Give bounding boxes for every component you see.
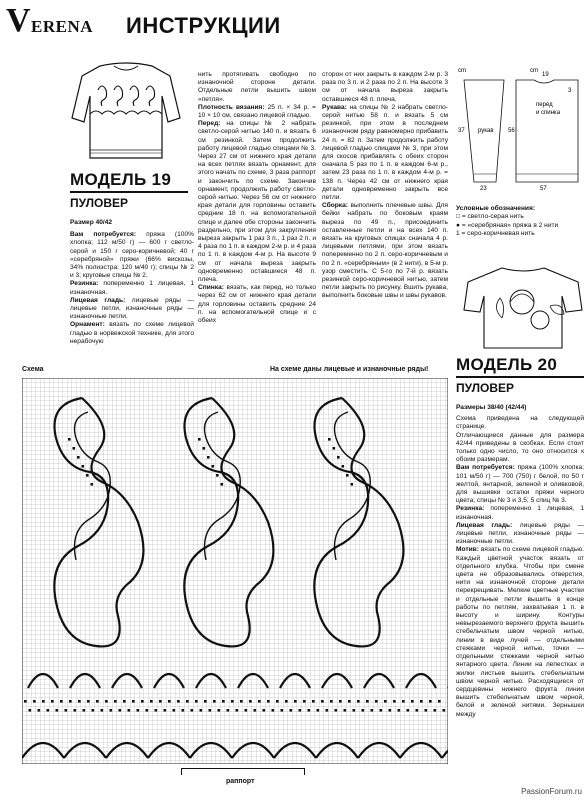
assembly-text: выполнить плечевые швы. Для бейки набрать по боковым краям выреза по 49 п., присоединить оставленные петли и на всех 140 п. вязать на круговых спицах сначала 4 р. лицевыми петлями, при этом вязать попеременно по 2 п. серо-коричневым и по 2 п. «серебряным» (в 2 нити), в 5-м р. узор сместить. С 5-го по 7-й р. вязать резинкой серо-коричневой нитью, затем петли закрыть по рисунку. Вшить рукава, выполнить боковые швы и швы рукавов.: [322, 202, 448, 300]
silver-dot: [398, 709, 401, 712]
rapport-bracket: [181, 768, 305, 775]
model-19-subtitle: ПУЛОВЕР: [70, 196, 129, 210]
silver-dot: [362, 709, 365, 712]
silver-dot: [207, 456, 210, 459]
divider: [70, 191, 188, 193]
stockinette-label: Лицевая гладь:: [70, 296, 126, 304]
schematic-body-label-2: и спинка: [536, 110, 561, 116]
model-19-col2: [198, 71, 316, 325]
chart-note: На схеме даны лицевые и изнаночные ряды!: [270, 366, 429, 373]
silver-dot: [164, 709, 167, 712]
rapport-label: раппорт: [226, 778, 255, 785]
silver-dot: [73, 447, 76, 450]
silver-dot: [159, 700, 162, 703]
silver-dot: [38, 709, 41, 712]
schematic-unit-left: cm: [458, 68, 466, 74]
silver-dot: [407, 709, 410, 712]
silver-dot: [438, 700, 441, 703]
silver-dot: [402, 700, 405, 703]
legend-item-silver: ● = «серебряная» пряжа в 2 нити: [456, 221, 559, 229]
silver-dot: [146, 709, 149, 712]
silver-dot: [420, 700, 423, 703]
silver-dot: [173, 709, 176, 712]
brand-logo-initial: V: [6, 2, 31, 39]
model-19-title: МОДЕЛЬ 19: [70, 170, 172, 189]
page-title: ИНСТРУКЦИИ: [126, 13, 281, 38]
schematic-sleeve-bottom: 23: [480, 186, 487, 192]
silver-dot: [123, 700, 126, 703]
model-20-col: [456, 404, 584, 794]
silver-dot: [87, 700, 90, 703]
silver-dot: [78, 700, 81, 703]
silver-dot: [216, 474, 219, 477]
silver-dot: [114, 700, 117, 703]
diff-text: Отличающиеся данные для размера 42/44 приведены в скобках. Если стоит только одно число, то оно относится к обоим размерам.: [456, 431, 584, 464]
silver-dot: [69, 700, 72, 703]
stockinette-label: Лицевая гладь:: [456, 521, 513, 529]
front-label: Перед:: [198, 120, 221, 128]
silver-dot: [231, 700, 234, 703]
silver-dot: [221, 483, 224, 486]
silver-dot: [434, 709, 437, 712]
silver-dot: [326, 709, 329, 712]
silver-dot: [47, 709, 50, 712]
silver-dot: [312, 700, 315, 703]
col2-intro: нить протягивать свободно по изнаночной стороне детали. Отдельные петли вышить швом «петля».: [198, 71, 316, 103]
silver-dot: [330, 700, 333, 703]
silver-dot: [218, 709, 221, 712]
ornament-label: Орнамент:: [70, 321, 105, 329]
silver-dot: [375, 700, 378, 703]
knitting-chart: [22, 378, 448, 764]
silver-dot: [371, 709, 374, 712]
sweater-20-illustration: [462, 262, 584, 352]
silver-dot: [119, 709, 122, 712]
sleeves-label: Рукава:: [322, 103, 347, 111]
divider: [456, 376, 584, 378]
silver-dot: [411, 700, 414, 703]
schematic-body-label-1: перед: [536, 102, 553, 108]
silver-dot: [351, 483, 354, 486]
chart-label: Схема: [22, 366, 44, 373]
silver-dot: [213, 700, 216, 703]
back-text: вязать, как перед, но только через 62 см от нижнего края детали для горловины оставить средние 24 п. на вспомогательной спице и с обеих: [198, 284, 316, 325]
silver-dot: [42, 700, 45, 703]
silver-dot: [303, 700, 306, 703]
silver-dot: [366, 700, 369, 703]
col3-intro: сторон от них закрыть в каждом 2-м р. 3 раза по 3 п. и 2 раза по 2 п. На высоте 3 см от начала выреза закрыть оставшиеся 48 п. плеча.: [322, 71, 448, 103]
silver-dot: [317, 709, 320, 712]
back-label: Спинка:: [198, 284, 224, 292]
silver-dot: [33, 700, 36, 703]
model-19-col3: [322, 71, 448, 301]
model-20-title: МОДЕЛЬ 20: [456, 355, 558, 374]
silver-dot: [155, 709, 158, 712]
silver-dot: [77, 456, 80, 459]
silver-dot: [344, 709, 347, 712]
silver-dot: [342, 465, 345, 468]
assembly-label: Сборка:: [322, 202, 348, 210]
silver-dot: [96, 700, 99, 703]
silver-dot: [128, 709, 131, 712]
silver-dot: [137, 709, 140, 712]
model-19-col1: [70, 219, 194, 346]
silver-dot: [299, 709, 302, 712]
schematic-body-bottom: 57: [540, 186, 547, 192]
silver-dot: [91, 483, 94, 486]
schematic-unit-right: cm: [530, 68, 538, 74]
silver-dot: [272, 709, 275, 712]
symbol-legend: [456, 205, 584, 239]
sleeves-text: на спицы № 2 набрать светло-серой нитью 58 п. и вязать 5 см резинкой, при этом в последнем изнаночном ряду равномерно прибавить 24 п. = 82 п. Затем продолжить работу лицевой гладью спицами № 3, при этом для скосов прибавлять с обеих сторон сначала 5 раз по 1 п. в каждом 6-м р., затем 23 раза по 1 п. в каждом 4-м р. = 138 п. Через 42 см от нижнего края детали одновременно закрыть все петли.: [322, 103, 448, 202]
silver-dot: [308, 709, 311, 712]
schematic-sleeve-label: рукав: [478, 128, 494, 134]
silver-dot: [110, 709, 113, 712]
stockinette-text: лицевые ряды — лицевые петли, изнаночные ряды — изнаночные петли.: [70, 296, 194, 321]
silver-dot: [203, 447, 206, 450]
silver-dot: [105, 700, 108, 703]
silver-dot: [276, 700, 279, 703]
silver-dot: [285, 700, 288, 703]
silver-dot: [182, 709, 185, 712]
sweater-19-illustration: [70, 58, 182, 168]
silver-dot: [83, 709, 86, 712]
silver-dot: [65, 709, 68, 712]
rib-text: попеременно 1 лицевая, 1 изнаночная.: [70, 280, 194, 296]
silver-dot: [357, 700, 360, 703]
silver-dot: [222, 700, 225, 703]
schematic-body-length: 56: [508, 128, 515, 134]
motif-text: вязать по схеме лицевой гладью. Каждый цветной участок вязать от отдельного клубка. Чтобы при смене цвета не образовывались отверстия, нити на изнаночной стороне детали перекрещивать. Мелкие цветные участки и отдельные петли вышить в конце работы по петлям, захватывая 1 п. в высоту и ширину. Контуры невырезаемого верхнего фрукта вышить стебельчатым швом черной нитью, линии в виде лучей — отдельными стежками черной нитью, точки — отдельными стежками черной нитью янтарного цвета. Линии на лепестках и жилки листьев вышить стебельчатым швом черной нитью. Расходящиеся от сердцевины нижнего фрукта линии вышить стебельчатым швом черной, белой и зеленой нитями. Зернышки между: [456, 546, 584, 718]
rib-label: Резинка:: [70, 280, 99, 288]
watermark: PassionForum.ru: [521, 787, 582, 796]
silver-dot: [425, 709, 428, 712]
silver-dot: [141, 700, 144, 703]
silver-dot: [393, 700, 396, 703]
silver-dot: [29, 709, 32, 712]
garment-schematic: [456, 62, 584, 200]
density-label: Плотность вязания:: [198, 103, 265, 111]
silver-dot: [56, 709, 59, 712]
front-text: на спицы № 2 набрать светло-серой нитью 140 п. и вязать 6 см резинкой. Затем продолжить работу лицевой гладью спицами № 3. Через 27 см от нижнего края детали на всех петлях вязать орнамент, для этого начать по схеме, 3 раза раппорт и закончить по схеме. Закончив орнамент, продолжить работу светло-серой нитью. Через 56 см от нижнего края детали для горловины оставить средние 18 п. на вспомогательной спице и далее обе стороны закончить раздельно, при этом для закругления выреза закрыть 1 раз 3 п., 1 раз 2 п. и 4 раза по 1 п. в каждом 2-м р. и 4 раза по 1 п. в каждом 4-м р. На высоте 9 см от начала выреза закрыть одновременно оставшиеся 48 п. плеча.: [198, 120, 316, 284]
legend-title: Условные обозначения:: [456, 205, 536, 212]
silver-dot: [290, 709, 293, 712]
silver-dot: [240, 700, 243, 703]
silver-dot: [186, 700, 189, 703]
silver-dot: [195, 700, 198, 703]
silver-dot: [339, 700, 342, 703]
density-text: 25 п. × 34 р. = 10 × 10 см, связано лицевой гладью.: [198, 103, 317, 120]
silver-dot: [177, 700, 180, 703]
silver-dot: [198, 438, 201, 441]
silver-dot: [348, 700, 351, 703]
schematic-neck-width: 19: [542, 72, 549, 78]
silver-dot: [82, 465, 85, 468]
ornament-text: вязать по схеме лицевой гладью в норвежской технике, для этого нерабочую: [70, 321, 194, 345]
silver-dot: [321, 700, 324, 703]
silver-dot: [346, 474, 349, 477]
materials-text: пряжа (100% хлопка; 112 м/50 г) — 600 г светло-серой и 150 г серо-коричневой; 40 г «серебряной» пряжи (66% вискозы, 34% полиэстра; 120 м/40 г); спицы № 2 и 3; круговые спицы № 2.: [70, 231, 194, 280]
silver-dot: [60, 700, 63, 703]
silver-dot: [380, 709, 383, 712]
silver-dot: [191, 709, 194, 712]
materials-text: пряжа (100% хлопка; 101 м/50 г) — 700 (750) г белой, по 50 г желтой, янтарной, зеленой и оливковой, для вышивки остатки пряжи черного цвета; спицы № 3 и 3,5; 5 спиц № 3.: [456, 464, 584, 505]
silver-dot: [68, 438, 71, 441]
silver-dot: [101, 709, 104, 712]
silver-dot: [443, 709, 446, 712]
silver-dot: [337, 456, 340, 459]
silver-dot: [429, 700, 432, 703]
schematic-sleeve-length: 37: [458, 128, 465, 134]
silver-dot: [51, 700, 54, 703]
silver-dot: [200, 709, 203, 712]
silver-dot: [86, 474, 89, 477]
silver-dot: [335, 709, 338, 712]
magazine-header: [6, 4, 306, 44]
materials-label: Вам потребуется:: [70, 231, 137, 239]
silver-dot: [227, 709, 230, 712]
silver-dot: [328, 438, 331, 441]
size-label: Размер 40/42: [70, 219, 113, 226]
silver-dot: [267, 700, 270, 703]
silver-dot: [258, 700, 261, 703]
silver-dot: [416, 709, 419, 712]
size-label: Размеры 38/40 (42/44): [456, 404, 527, 411]
brand-logo-rest: ERENA: [31, 17, 94, 36]
silver-dot: [236, 709, 239, 712]
silver-dot: [168, 700, 171, 703]
silver-dot: [212, 465, 215, 468]
silver-dot: [249, 700, 252, 703]
silver-dot: [132, 700, 135, 703]
schematic-neck-depth: 3: [568, 88, 572, 94]
silver-dot: [245, 709, 248, 712]
silver-dot: [294, 700, 297, 703]
silver-dot: [209, 709, 212, 712]
rib-text: попеременно 1 лицевая, 1 изнаночная.: [456, 505, 584, 521]
silver-dot: [389, 709, 392, 712]
silver-dot: [333, 447, 336, 450]
silver-dot: [24, 700, 27, 703]
legend-item-gray-brown: 1 = серо-коричневая нить: [456, 230, 535, 238]
intro-text: Схема приведена на следующей странице.: [456, 415, 584, 431]
silver-dot: [74, 709, 77, 712]
silver-dot: [353, 709, 356, 712]
silver-dot: [204, 700, 207, 703]
silver-dot: [384, 700, 387, 703]
silver-dot: [92, 709, 95, 712]
legend-item-light-gray: □ = светло-серая нить: [456, 213, 524, 221]
silver-dot: [150, 700, 153, 703]
materials-label: Вам потребуется:: [456, 464, 515, 472]
silver-dot: [263, 709, 266, 712]
rib-label: Резинка:: [456, 505, 485, 513]
motif-label: Мотив:: [456, 546, 479, 554]
silver-dot: [281, 709, 284, 712]
stockinette-text: лицевые ряды — лицевые петли, изнаночные ряды — изнаночные петли.: [456, 521, 584, 546]
silver-dot: [254, 709, 257, 712]
model-20-subtitle: ПУЛОВЕР: [456, 381, 515, 395]
